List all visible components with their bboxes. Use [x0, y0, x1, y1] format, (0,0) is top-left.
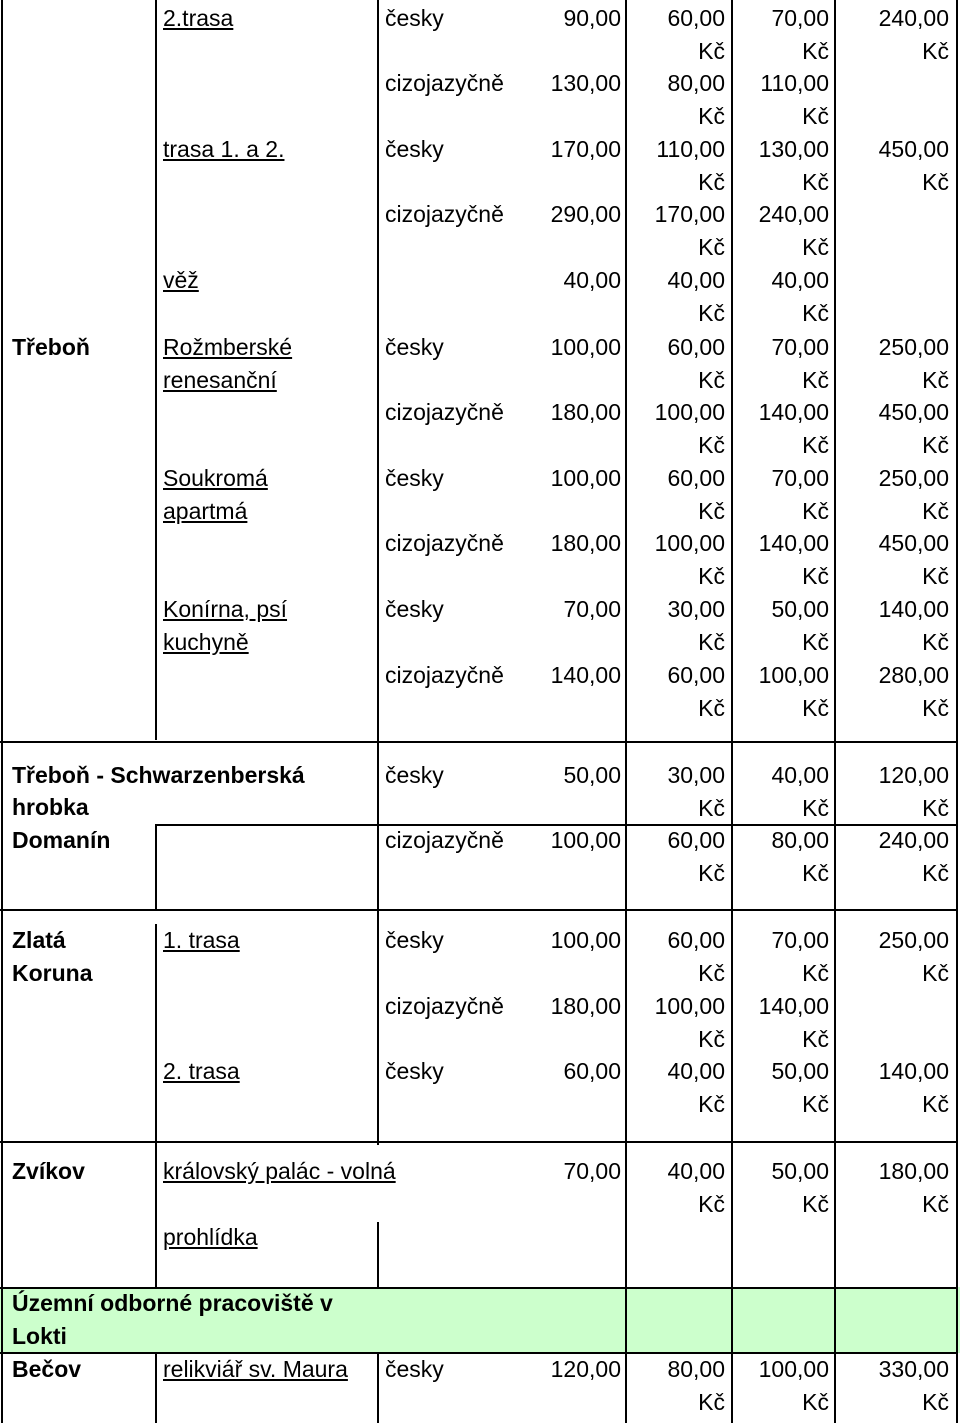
price-value: 450,00	[878, 136, 949, 162]
currency-label: Kč	[802, 1191, 829, 1217]
language-label: česky	[385, 927, 444, 953]
price-value: 70,00	[771, 465, 829, 491]
currency-label: Kč	[802, 432, 829, 458]
price-value: 30,00	[667, 762, 725, 788]
currency-label: Kč	[922, 1191, 949, 1217]
object-label: královský palác - volná	[163, 1158, 396, 1184]
price-value: 250,00	[878, 334, 949, 360]
currency-label: Kč	[802, 960, 829, 986]
price-value: 120,00	[550, 1356, 621, 1382]
price-value: 180,00	[550, 530, 621, 556]
grid-line	[956, 0, 958, 1423]
currency-label: Kč	[698, 695, 725, 721]
currency-label: Kč	[922, 1389, 949, 1415]
currency-label: Kč	[698, 1026, 725, 1052]
grid-line	[377, 1353, 379, 1423]
currency-label: Kč	[922, 563, 949, 589]
object-label: renesanční	[163, 367, 277, 393]
price-value: 70,00	[563, 596, 621, 622]
language-label: cizojazyčně	[385, 827, 504, 853]
price-value: 50,00	[563, 762, 621, 788]
price-value: 140,00	[758, 530, 829, 556]
price-value: 100,00	[654, 399, 725, 425]
currency-label: Kč	[802, 169, 829, 195]
object-label: relikviář sv. Maura	[163, 1356, 348, 1382]
price-value: 100,00	[758, 662, 829, 688]
price-value: 70,00	[771, 927, 829, 953]
price-value: 450,00	[878, 399, 949, 425]
language-label: česky	[385, 334, 444, 360]
price-value: 240,00	[878, 827, 949, 853]
currency-label: Kč	[802, 300, 829, 326]
price-value: 60,00	[667, 662, 725, 688]
place-label: Bečov	[12, 1356, 82, 1382]
price-value: 140,00	[758, 993, 829, 1019]
currency-label: Kč	[922, 1091, 949, 1117]
price-value: 170,00	[550, 136, 621, 162]
price-value: 30,00	[667, 596, 725, 622]
price-value: 40,00	[667, 267, 725, 293]
price-value: 40,00	[563, 267, 621, 293]
currency-label: Kč	[922, 629, 949, 655]
object-label: apartmá	[163, 498, 248, 524]
grid-line	[625, 0, 627, 1423]
price-value: 250,00	[878, 465, 949, 491]
grid-line	[0, 909, 958, 911]
price-value: 130,00	[550, 70, 621, 96]
price-value: 80,00	[667, 70, 725, 96]
price-value: 40,00	[771, 762, 829, 788]
price-value: 180,00	[550, 993, 621, 1019]
language-label: cizojazyčně	[385, 399, 504, 425]
price-value: 70,00	[563, 1158, 621, 1184]
grid-line	[377, 1222, 379, 1287]
currency-label: Kč	[698, 1389, 725, 1415]
price-value: 60,00	[667, 927, 725, 953]
place-label: Domanín	[12, 827, 111, 853]
currency-label: Kč	[922, 498, 949, 524]
grid-line	[0, 1141, 958, 1143]
object-label: 2.trasa	[163, 5, 234, 31]
price-value: 450,00	[878, 530, 949, 556]
price-value: 40,00	[667, 1058, 725, 1084]
price-value: 170,00	[654, 201, 725, 227]
currency-label: Kč	[698, 300, 725, 326]
grid-line	[834, 0, 836, 1423]
grid-line	[155, 0, 157, 740]
currency-label: Kč	[698, 860, 725, 886]
language-label: cizojazyčně	[385, 201, 504, 227]
grid-line	[0, 741, 958, 743]
place-label: Třeboň	[12, 334, 90, 360]
grid-line	[731, 0, 733, 1423]
price-value: 80,00	[771, 827, 829, 853]
object-label: trasa 1. a 2.	[163, 136, 285, 162]
language-label: česky	[385, 1058, 444, 1084]
section-header: Lokti	[12, 1323, 67, 1349]
object-label: Rožmberské	[163, 334, 293, 360]
currency-label: Kč	[698, 169, 725, 195]
currency-label: Kč	[802, 795, 829, 821]
currency-label: Kč	[698, 960, 725, 986]
currency-label: Kč	[698, 563, 725, 589]
currency-label: Kč	[922, 795, 949, 821]
section-header: Územní odborné pracoviště v	[12, 1290, 333, 1316]
grid-line	[155, 924, 157, 1287]
object-label: 1. trasa	[163, 927, 240, 953]
language-label: cizojazyčně	[385, 530, 504, 556]
price-value: 330,00	[878, 1356, 949, 1382]
currency-label: Kč	[802, 498, 829, 524]
place-label: Zvíkov	[12, 1158, 85, 1184]
price-value: 140,00	[758, 399, 829, 425]
price-value: 90,00	[563, 5, 621, 31]
currency-label: Kč	[698, 1091, 725, 1117]
currency-label: Kč	[698, 38, 725, 64]
object-label: 2. trasa	[163, 1058, 240, 1084]
price-value: 100,00	[758, 1356, 829, 1382]
price-value: 60,00	[667, 334, 725, 360]
price-value: 180,00	[878, 1158, 949, 1184]
currency-label: Kč	[802, 695, 829, 721]
currency-label: Kč	[698, 367, 725, 393]
currency-label: Kč	[802, 563, 829, 589]
price-value: 100,00	[550, 334, 621, 360]
currency-label: Kč	[922, 695, 949, 721]
price-value: 250,00	[878, 927, 949, 953]
currency-label: Kč	[802, 103, 829, 129]
price-value: 60,00	[667, 5, 725, 31]
price-value: 40,00	[771, 267, 829, 293]
language-label: cizojazyčně	[385, 662, 504, 688]
price-value: 100,00	[654, 530, 725, 556]
place-label: Třeboň - Schwarzenberská	[12, 762, 305, 788]
price-value: 140,00	[878, 1058, 949, 1084]
price-value: 60,00	[563, 1058, 621, 1084]
language-label: cizojazyčně	[385, 993, 504, 1019]
object-label: Konírna, psí	[163, 596, 288, 622]
currency-label: Kč	[922, 169, 949, 195]
place-label: Koruna	[12, 960, 93, 986]
currency-label: Kč	[698, 103, 725, 129]
language-label: cizojazyčně	[385, 70, 504, 96]
currency-label: Kč	[698, 432, 725, 458]
language-label: česky	[385, 136, 444, 162]
currency-label: Kč	[802, 629, 829, 655]
currency-label: Kč	[922, 38, 949, 64]
currency-label: Kč	[698, 629, 725, 655]
price-value: 130,00	[758, 136, 829, 162]
price-value: 50,00	[771, 1158, 829, 1184]
price-value: 40,00	[667, 1158, 725, 1184]
price-value: 100,00	[550, 927, 621, 953]
language-label: česky	[385, 5, 444, 31]
place-label: Zlatá	[12, 927, 66, 953]
object-label: kuchyně	[163, 629, 249, 655]
object-label: věž	[163, 267, 199, 293]
price-value: 280,00	[878, 662, 949, 688]
language-label: česky	[385, 596, 444, 622]
currency-label: Kč	[802, 234, 829, 260]
currency-label: Kč	[802, 1389, 829, 1415]
currency-label: Kč	[802, 860, 829, 886]
currency-label: Kč	[698, 234, 725, 260]
price-value: 290,00	[550, 201, 621, 227]
grid-line	[1, 0, 3, 1423]
price-value: 100,00	[654, 993, 725, 1019]
price-value: 240,00	[758, 201, 829, 227]
currency-label: Kč	[802, 38, 829, 64]
price-value: 50,00	[771, 596, 829, 622]
price-value: 70,00	[771, 5, 829, 31]
price-value: 60,00	[667, 465, 725, 491]
price-value: 100,00	[550, 465, 621, 491]
language-label: česky	[385, 762, 444, 788]
object-label: Soukromá	[163, 465, 268, 491]
place-label: hrobka	[12, 794, 89, 820]
grid-line	[377, 0, 379, 1145]
price-value: 180,00	[550, 399, 621, 425]
currency-label: Kč	[698, 795, 725, 821]
language-label: česky	[385, 465, 444, 491]
currency-label: Kč	[922, 367, 949, 393]
price-value: 120,00	[878, 762, 949, 788]
currency-label: Kč	[922, 432, 949, 458]
grid-line	[155, 1353, 157, 1423]
object-label: prohlídka	[163, 1224, 258, 1250]
grid-line	[155, 826, 157, 910]
currency-label: Kč	[698, 498, 725, 524]
price-value: 240,00	[878, 5, 949, 31]
price-value: 100,00	[550, 827, 621, 853]
currency-label: Kč	[802, 1026, 829, 1052]
currency-label: Kč	[698, 1191, 725, 1217]
price-value: 70,00	[771, 334, 829, 360]
price-value: 110,00	[656, 136, 725, 162]
price-value: 140,00	[550, 662, 621, 688]
price-value: 140,00	[878, 596, 949, 622]
currency-label: Kč	[922, 860, 949, 886]
price-value: 110,00	[760, 70, 829, 96]
price-value: 60,00	[667, 827, 725, 853]
price-value: 50,00	[771, 1058, 829, 1084]
language-label: česky	[385, 1356, 444, 1382]
price-value: 80,00	[667, 1356, 725, 1382]
currency-label: Kč	[802, 367, 829, 393]
currency-label: Kč	[802, 1091, 829, 1117]
currency-label: Kč	[922, 960, 949, 986]
